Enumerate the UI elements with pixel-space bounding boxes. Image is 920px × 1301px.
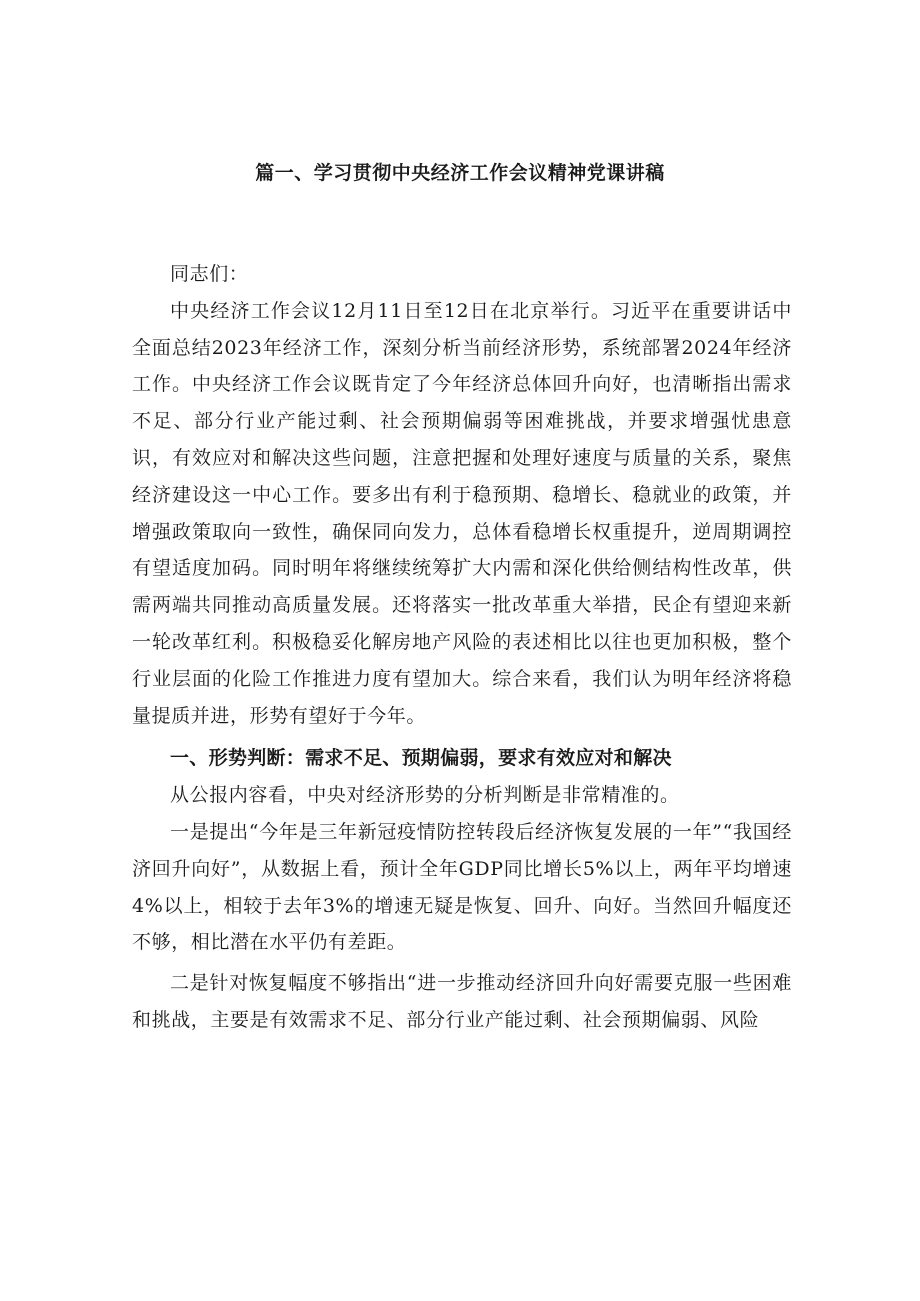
greeting: 同志们： [170, 263, 249, 285]
document-body [132, 256, 792, 1039]
section-paragraph-1: 从公报内容看，中央对经济形势的分析判断是非常精准的。 [170, 784, 680, 807]
document-title: 篇一、学习贯彻中央经济工作会议精神党课讲稿 [255, 162, 665, 184]
section-paragraph-3: 二是针对恢复幅度不够指出“进一步推动经济回升向好需要克服一些困难和挑战，主要是有效需求不足、部分行业产能过剩、社会预期偏弱、风险 [132, 972, 792, 1031]
intro-paragraph: 中央经济工作会议12月11日至12日在北京举行。习近平在重要讲话中全面总结2023年经济工作，深刻分析当前经济形势，系统部署2024年经济工作。中央经济工作会议既肯定了今年经济总体回升向好，也清晰指出需求不足、部分行业产能过剩、社会预期偏弱等困难挑战，并要求增强忧患意识，有效应对和解决这些问题，注意把握和处理好速度与质量的关系，聚焦经济建设这一中心工作。要多出有利于稳预期、稳增长、稳就业的政策，并增强政策取向一致性，确保同向发力，总体看稳增长权重提升，逆周期调控有望适度加码。同时明年将继续统筹扩大内需和深化供给侧结构性改革，供需两端共同推动高质量发展。还将落实一批改革重大举措，民企有望迎来新一轮改革红利。积极稳妥化解房地产风险的表述相比以往也更加积极，整个行业层面的化险工作推进力度有望加大。综合来看，我们认为明年经济将稳量提质并进，形势有望好于今年。 [132, 299, 792, 727]
section-paragraph-2: 一是提出“今年是三年新冠疫情防控转段后经济恢复发展的一年”“我国经济回升向好”，从数据上看，预计全年GDP同比增长5%以上，两年平均增速4%以上，相较于去年3%的增速无疑是恢复、回升、向好。当然回升幅度还不够，相比潜在水平仍有差距。 [132, 820, 792, 954]
section-heading: 一、形势判断：需求不足、预期偏弱，要求有效应对和解决 [170, 747, 672, 770]
